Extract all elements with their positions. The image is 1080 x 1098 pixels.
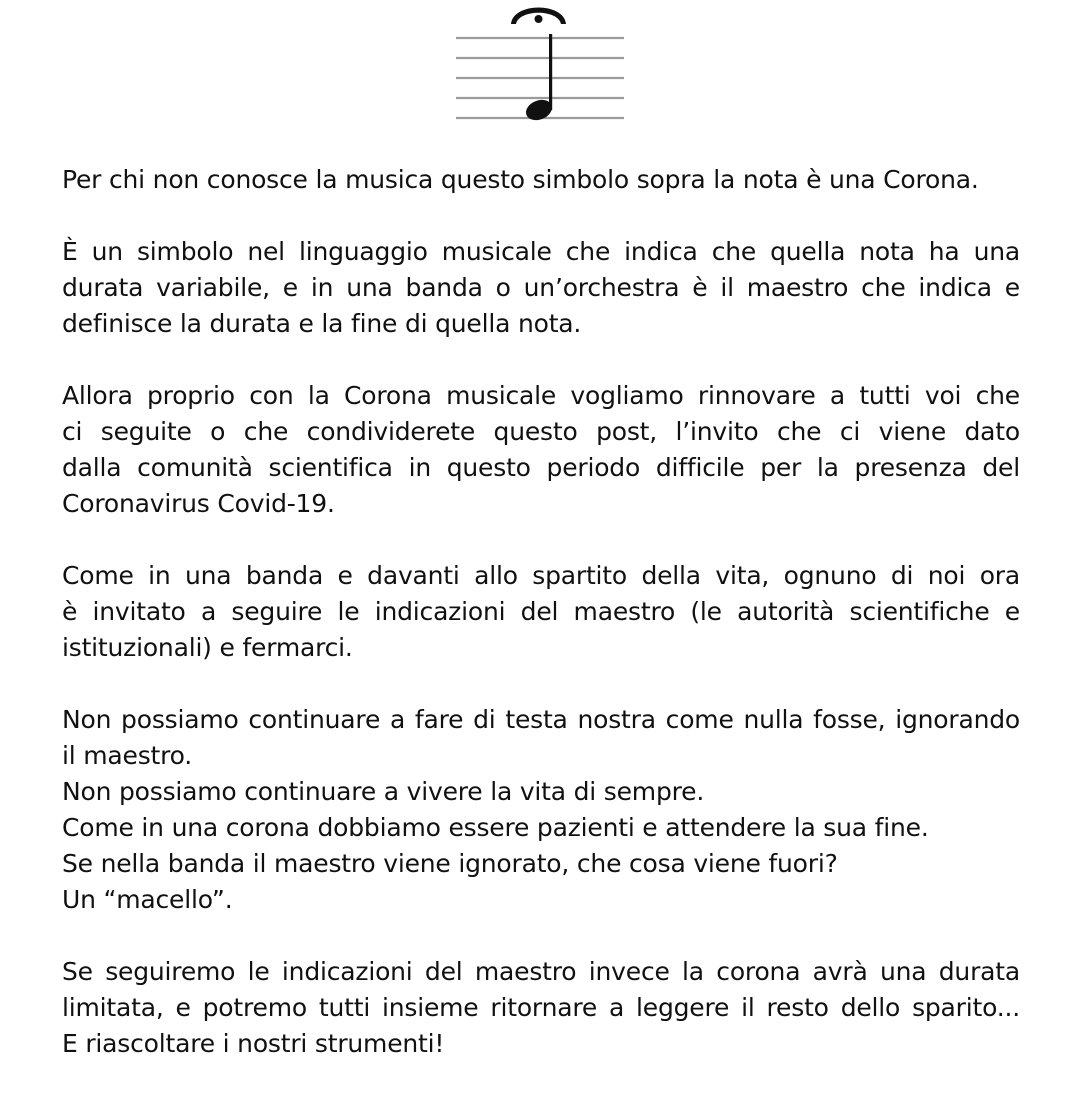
text-line: Allora proprio con la Corona musicale vogliamo rinnovare a tutti voi che (62, 381, 1020, 410)
fermata-note-icon (450, 0, 630, 132)
text-line: è invitato a seguire le indicazioni del maestro (le autorità scientifiche e (62, 597, 1020, 626)
text-line: durata variabile, e in una banda o un’orchestra è il maestro che indica e (62, 273, 1020, 302)
paragraph-invitation (62, 378, 1020, 522)
text-line: istituzionali) e fermarci. (62, 633, 353, 662)
text-line: ci seguite o che condividerete questo post, l’invito che ci viene dato (62, 417, 1020, 446)
text-line: Se seguiremo le indicazioni del maestro invece la corona avrà una durata (62, 957, 1020, 986)
text-line: il maestro. (62, 741, 193, 770)
paragraph-band (62, 558, 1020, 666)
paragraph-warning (62, 702, 1020, 918)
text-line: dalla comunità scientifica in questo periodo difficile per la presenza del (62, 453, 1020, 482)
text-line: Per chi non conosce la musica questo simbolo sopra la nota è una Corona. (62, 165, 979, 194)
fermata-note-figure (450, 0, 630, 132)
text-line: E riascoltare i nostri strumenti! (62, 1029, 445, 1058)
fermata-dot (535, 15, 543, 23)
text-line: definisce la durata e la fine di quella nota. (62, 309, 582, 338)
note-stem (549, 34, 552, 110)
text-line: limitata, e potremo tutti insieme ritornare a leggere il resto dello sparito... (62, 993, 1020, 1022)
text-line: Come in una corona dobbiamo essere pazienti e attendere la sua fine. (62, 813, 929, 842)
paragraph-conclusion (62, 954, 1020, 1062)
paragraph-definition (62, 234, 1020, 342)
text-line: Come in una banda e davanti allo spartito della vita, ognuno di noi ora (62, 561, 1020, 590)
text-body (62, 162, 1020, 1098)
text-line: È un simbolo nel linguaggio musicale che indica che quella nota ha una (62, 237, 1020, 266)
text-line: Coronavirus Covid-19. (62, 489, 335, 518)
text-line: Non possiamo continuare a fare di testa nostra come nulla fosse, ignorando (62, 705, 1020, 734)
text-line: Non possiamo continuare a vivere la vita di sempre. (62, 777, 705, 806)
text-line: Se nella banda il maestro viene ignorato, che cosa viene fuori? (62, 849, 838, 878)
paragraph-intro (62, 162, 1020, 198)
text-line: Un “macello”. (62, 885, 233, 914)
